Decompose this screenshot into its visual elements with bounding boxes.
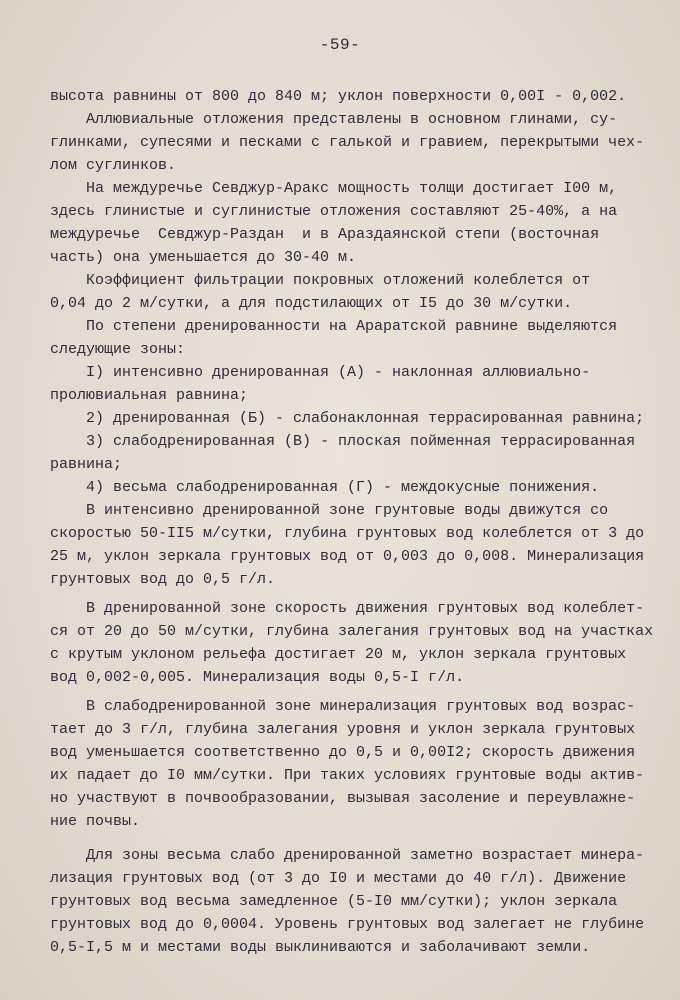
text-line: вод 0,002-0,005. Минерализация воды 0,5-I г/л.	[50, 669, 465, 686]
text-line: грунтовых вод весьма замедленное (5-I0 мм/сутки); уклон зеркала	[50, 893, 618, 910]
text-line: высота равнины от 800 до 840 м; уклон поверхности 0,00I - 0,002.	[50, 88, 627, 105]
text-line: грунтовых вод до 0,5 г/л.	[50, 571, 276, 588]
text-line: грунтовых вод до 0,0004. Уровень грунтовых вод залегает не глубине	[50, 916, 645, 933]
text-line: В дренированной зоне скорость движения грунтовых вод колеблет-	[50, 600, 645, 617]
text-line: На междуречье Севджур-Аракс мощность толщи достигает I00 м,	[50, 180, 618, 197]
text-line: но участвуют в почвообразовании, вызывая засоление и переувлажне-	[50, 790, 636, 807]
text-line: 3) слабодренированная (В) - плоская пойменная террасированная	[50, 433, 636, 450]
text-line: 25 м, уклон зеркала грунтовых вод от 0,003 до 0,008. Минерализация	[50, 548, 645, 565]
text-line: вод уменьшается соответственно до 0,5 и 0,00I2; скорость движения	[50, 744, 636, 761]
text-line: лизация грунтовых вод (от 3 до I0 и местами до 40 г/л). Движение	[50, 870, 627, 887]
text-line: 2) дренированная (Б) - слабонаклонная террасированная равнина;	[50, 410, 645, 427]
text-line: I) интенсивно дренированная (А) - наклонная аллювиально-	[50, 364, 591, 381]
text-line: пролювиальная равнина;	[50, 387, 249, 404]
text-line: лом суглинков.	[50, 157, 177, 174]
text-line: тает до 3 г/л, глубина залегания уровня и уклон зеркала грунтовых	[50, 721, 636, 738]
text-line: Коэффициент фильтрации покровных отложений колеблется от	[50, 272, 591, 289]
text-line: междуречье Севджур-Раздан и в Араздаянской степи (восточная	[50, 226, 600, 243]
text-line: ние почвы.	[50, 813, 141, 830]
text-line: 0,04 до 2 м/сутки, а для подстилающих от I5 до 30 м/сутки.	[50, 295, 573, 312]
text-line: часть) она уменьшается до 30-40 м.	[50, 249, 357, 266]
text-line: скоростью 50-II5 м/сутки, глубина грунтовых вод колеблется от 3 до	[50, 525, 645, 542]
page-number: -59-	[319, 36, 361, 54]
text-line: По степени дренированности на Араратской равнине выделяются	[50, 318, 618, 335]
text-line: 0,5-I,5 м и местами воды выклиниваются и заболачивают земли.	[50, 939, 591, 956]
text-line: Аллювиальные отложения представлены в основном глинами, су-	[50, 111, 618, 128]
text-line: В интенсивно дренированной зоне грунтовые воды движутся со	[50, 502, 609, 519]
text-line: глинками, супесями и песками с галькой и гравием, перекрытыми чех-	[50, 134, 645, 151]
text-line: их падает до I0 мм/сутки. При таких условиях грунтовые воды актив-	[50, 767, 645, 784]
text-line: с крутым уклоном рельефа достигает 20 м, уклон зеркала грунтовых	[50, 646, 627, 663]
text-line: ся от 20 до 50 м/сутки, глубина залегания грунтовых вод на участках	[50, 623, 654, 640]
text-line: здесь глинистые и суглинистые отложения составляют 25-40%, а на	[50, 203, 618, 220]
text-line: равнина;	[50, 456, 123, 473]
body-text	[50, 85, 654, 959]
text-line: 4) весьма слабодренированная (Г) - междокусные понижения.	[50, 479, 600, 496]
text-line: следующие зоны:	[50, 341, 186, 358]
text-line: Для зоны весьма слабо дренированной заметно возрастает минера-	[50, 847, 645, 864]
text-line: В слабодренированной зоне минерализация грунтовых вод возрас-	[50, 698, 636, 715]
